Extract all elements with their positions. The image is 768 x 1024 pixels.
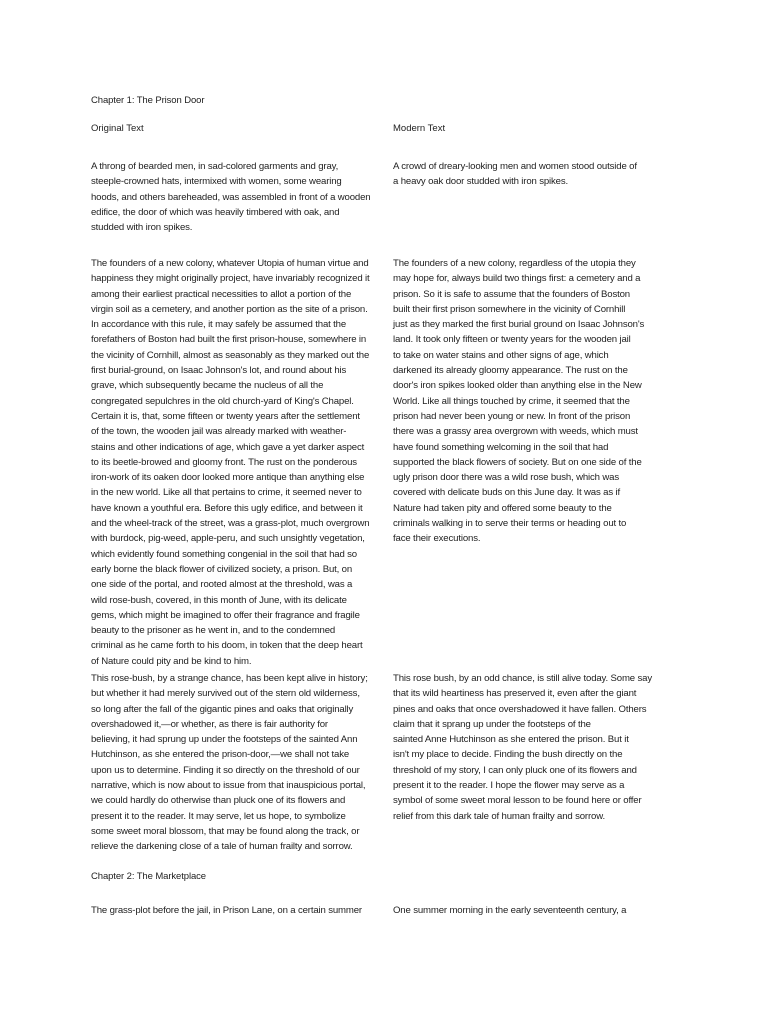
text-line: relief from this dark tale of human frailty and sorrow. xyxy=(393,810,605,822)
text-line: congregated sepulchres in the old church-yard of King's Chapel. xyxy=(91,395,354,407)
text-line: the vicinity of Cornhill, almost as seasonably as they marked out the xyxy=(91,349,370,361)
text-line: This rose-bush, by a strange chance, has been kept alive in history; xyxy=(91,673,368,684)
text-line: so long after the fall of the gigantic pines and oaks that originally xyxy=(91,703,354,715)
text-line: Nature had taken pity and offered some beauty to the xyxy=(393,502,612,514)
text-line: stains and other indications of age, which gave a yet darker aspect xyxy=(91,441,365,453)
text-line: This rose bush, by an odd chance, is still alive today. Some say xyxy=(393,673,652,684)
text-line: threshold of my story, I can only pluck one of its flowers and xyxy=(393,764,637,776)
text-line: edifice, the door of which was heavily timbered with oak, and xyxy=(91,206,340,218)
original-paragraph-3 xyxy=(91,671,378,855)
text-line: have known a youthful era. Before this ugly edifice, and between it xyxy=(91,502,363,514)
text-line: criminal as he came forth to his doom, in token that the deep heart xyxy=(91,640,363,652)
text-line: of Nature could pity and be kind to him. xyxy=(91,655,252,667)
text-line: forefathers of Boston had built the first prison-house, somewhere in xyxy=(91,334,367,346)
text-line: prison had never been young or new. In front of the prison xyxy=(393,410,631,422)
text-line: but whether it had merely survived out of the stern old wilderness, xyxy=(91,688,360,700)
text-line: present it to the reader. It may serve, let us hope, to symbolize xyxy=(91,810,346,822)
text-line: narrative, which is now about to issue from that inauspicious portal, xyxy=(91,780,366,792)
text-line: which evidently found something congenial in the soil that had so xyxy=(91,548,357,560)
modern-chapter-2-first-line xyxy=(393,903,661,918)
text-line: ugly prison door there was a wild rose bush, which was xyxy=(393,472,619,484)
text-line: have found something welcoming in the soil that had xyxy=(393,441,609,453)
text-line: built their first prison somewhere in the vicinity of Cornhill xyxy=(393,303,626,315)
text-line: steeple-crowned hats, intermixed with women, some wearing xyxy=(91,176,342,188)
text-line: The founders of a new colony, whatever Utopia of human virtue and xyxy=(91,258,369,269)
text-line: face their executions. xyxy=(393,533,481,545)
chapter-1-title: Chapter 1: The Prison Door xyxy=(91,95,205,106)
text-line: beauty to the prisoner as he went in, and to the condemned xyxy=(91,625,336,637)
modern-chapter-2-line: One summer morning in the early seventeenth century, a xyxy=(393,905,627,916)
text-line: that its wild heartiness has preserved it, even after the giant xyxy=(393,688,637,700)
text-line: Certain it is, that, some fifteen or twenty years after the settlement xyxy=(91,410,360,422)
text-line: hoods, and others bareheaded, was assembled in front of a wooden xyxy=(91,191,371,203)
text-line: in the new world. Like all that pertains to crime, it seemed never to xyxy=(91,487,362,499)
text-line: believing, it had sprung up under the footsteps of the sainted Ann xyxy=(91,734,358,746)
original-chapter-2-first-line xyxy=(91,903,378,918)
text-line: overshadowed it,—or whether, as there is fair authority for xyxy=(91,718,328,730)
text-line: land. It took only fifteen or twenty years for the wooden jail xyxy=(393,334,631,346)
text-line: wild rose-bush, covered, in this month of June, with its delicate xyxy=(91,594,347,606)
text-line: there was a grassy area overgrown with weeds, which must xyxy=(393,426,638,438)
text-line: a heavy oak door studded with iron spikes. xyxy=(393,176,569,188)
text-line: A crowd of dreary-looking men and women stood outside of xyxy=(393,161,637,172)
text-line: with burdock, pig-weed, apple-peru, and such unsightly vegetation, xyxy=(91,533,365,545)
text-line: iron-work of its oaken door looked more antique than anything else xyxy=(91,472,365,484)
text-line: Hutchinson, as she entered the prison-door,—we shall not take xyxy=(91,749,350,761)
text-line: of the town, the wooden jail was already marked with weather- xyxy=(91,426,347,438)
text-line: may hope for, always build two things first: a cemetery and a xyxy=(393,273,641,285)
original-chapter-2-line: The grass-plot before the jail, in Prison Lane, on a certain summer xyxy=(91,905,362,916)
text-line: upon us to determine. Finding it so directly on the threshold of our xyxy=(91,764,360,776)
text-line: present it to the reader. I hope the flower may serve as a xyxy=(393,780,625,792)
text-line: one side of the portal, and rooted almost at the threshold, was a xyxy=(91,579,353,591)
text-line: isn't my place to decide. Finding the bush directly on the xyxy=(393,749,623,761)
text-line: to its beetle-browed and gloomy front. The rust on the ponderous xyxy=(91,456,357,468)
text-line: virgin soil as a cemetery, and another portion as the site of a prison. xyxy=(91,303,368,315)
modern-paragraph-1 xyxy=(393,159,661,190)
text-line: first burial-ground, on Isaac Johnson's lot, and round about his xyxy=(91,365,347,377)
text-line: symbol of some sweet moral lesson to be found here or offer xyxy=(393,795,642,807)
chapter-2-title: Chapter 2: The Marketplace xyxy=(91,871,206,882)
text-line: World. Like all things touched by crime, it seemed that the xyxy=(393,395,630,407)
text-line: happiness they might originally project, have invariably recognized it xyxy=(91,273,370,285)
text-line: just as they marked the first burial ground on Isaac Johnson's xyxy=(393,319,645,331)
text-line: darkened its already gloomy appearance. The rust on the xyxy=(393,365,628,377)
text-line: sainted Anne Hutchinson as she entered the prison. But it xyxy=(393,734,629,746)
text-line: among their earliest practical necessities to allot a portion of the xyxy=(91,288,352,300)
original-paragraph-1 xyxy=(91,159,378,235)
text-line: gems, which might be imagined to offer their fragrance and fragile xyxy=(91,609,360,621)
text-line: early borne the black flower of civilized society, a prison. But, on xyxy=(91,563,353,575)
text-line: prison. So it is safe to assume that the founders of Boston xyxy=(393,288,630,300)
original-text-heading: Original Text xyxy=(91,123,144,134)
modern-text-heading: Modern Text xyxy=(393,123,446,134)
text-line: In accordance with this rule, it may safely be assumed that the xyxy=(91,319,347,331)
modern-paragraph-3 xyxy=(393,671,661,824)
text-line: relieve the darkening close of a tale of human frailty and sorrow. xyxy=(91,841,353,853)
text-line: to take on water stains and other signs of age, which xyxy=(393,349,609,361)
text-line: The founders of a new colony, regardless of the utopia they xyxy=(393,258,636,269)
text-line: grave, which subsequently became the nucleus of all the xyxy=(91,380,324,392)
text-line: claim that it sprang up under the footsteps of the xyxy=(393,718,591,730)
text-line: studded with iron spikes. xyxy=(91,222,193,234)
text-line: A throng of bearded men, in sad-colored garments and gray, xyxy=(91,161,339,172)
text-line: supported the black flowers of society. But on one side of the xyxy=(393,456,642,468)
text-line: covered with delicate buds on this June day. It was as if xyxy=(393,487,620,499)
text-line: door's iron spikes looked older than anything else in the New xyxy=(393,380,642,392)
text-line: some sweet moral blossom, that may be found along the track, or xyxy=(91,825,360,837)
text-line: criminals walking in to serve their terms or heading out to xyxy=(393,518,627,530)
modern-paragraph-2 xyxy=(393,256,661,547)
original-paragraph-2 xyxy=(91,256,378,669)
text-line: pines and oaks that once overshadowed it have fallen. Others xyxy=(393,703,647,715)
text-line: and the wheel-track of the street, was a grass-plot, much overgrown xyxy=(91,518,370,530)
text-line: we could hardly do otherwise than pluck one of its flowers and xyxy=(91,795,346,807)
